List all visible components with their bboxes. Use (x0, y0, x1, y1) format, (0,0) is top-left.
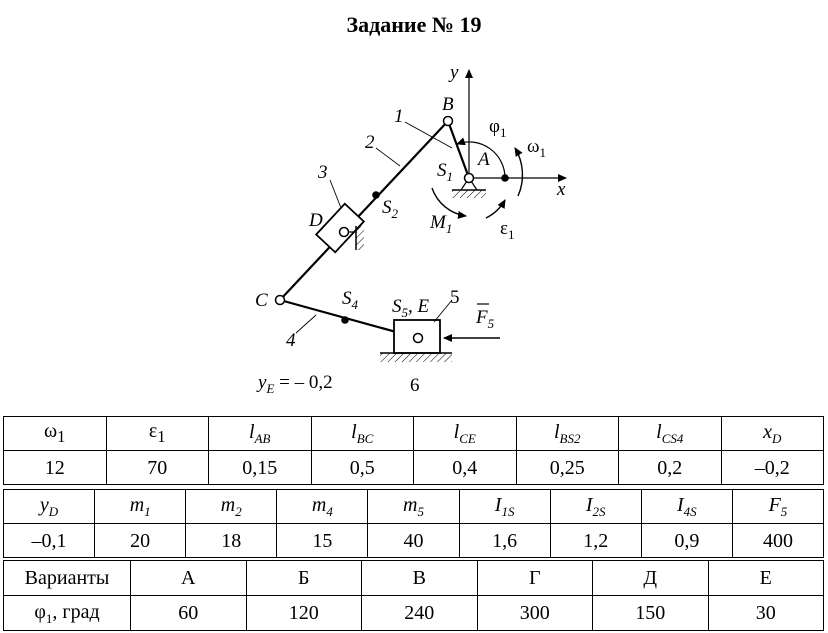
omega1-arrow (515, 148, 522, 196)
t2-header-I2S: $I_{2S}$ (550, 490, 641, 524)
variant-cell: Е (708, 561, 824, 596)
t1-value: 70 (106, 451, 209, 485)
t2-value: –0,1 (4, 524, 95, 558)
label-link-4: 4 (286, 330, 296, 351)
eps1-arrow (486, 200, 505, 218)
parameters-table-2 (3, 489, 824, 558)
joint-A (465, 174, 474, 183)
t2-header-m1: $m_1$ (95, 490, 186, 524)
label-D: D (309, 210, 323, 231)
label-A: A (478, 149, 490, 170)
t2-value: 1,2 (550, 524, 641, 558)
label-M1: $M_1$ (430, 212, 453, 236)
phi-value: 30 (708, 596, 824, 631)
link-BC (280, 121, 448, 300)
label-S1: $S_1$ (437, 160, 453, 184)
table2-value-row (4, 524, 824, 558)
label-yE: $y_E$ = – 0,2 (258, 372, 333, 396)
t2-value: 20 (95, 524, 186, 558)
leader-link-2 (376, 148, 400, 166)
t2-header-I4S: $I_{4S}$ (641, 490, 732, 524)
t2-header-F5: $F_5$ (732, 490, 823, 524)
task-title: Задание № 19 (346, 12, 482, 37)
t2-value: 400 (732, 524, 823, 558)
variant-cell: Б (246, 561, 362, 596)
label-C: C (255, 290, 268, 311)
t2-header-yD: $y_D$ (4, 490, 95, 524)
t1-header-lCE: $l_{CE}$ (414, 417, 517, 451)
label-S2: $S_2$ (382, 197, 398, 221)
t1-header-lBC: $l_{BC}$ (311, 417, 414, 451)
t2-value: 1,6 (459, 524, 550, 558)
t1-value: 12 (4, 451, 107, 485)
t2-header-m4: $m_4$ (277, 490, 368, 524)
label-y-axis: y (450, 62, 459, 83)
t2-value: 40 (368, 524, 459, 558)
mass-center-S4 (341, 316, 349, 324)
t1-header-xD: $x_D$ (721, 417, 824, 451)
label-link-6: 6 (410, 375, 420, 396)
label-link-5: 5 (450, 287, 460, 308)
joint-D (340, 228, 349, 237)
label-B: B (442, 94, 454, 115)
label-omega1: $\omega_1$ (527, 136, 547, 160)
t2-value: 0,9 (641, 524, 732, 558)
phi-value: 120 (246, 596, 362, 631)
mass-center-S2 (372, 191, 380, 199)
t1-header-lBS2: $l_{BS2}$ (516, 417, 619, 451)
parameters-table-1 (3, 416, 824, 485)
label-link-3: 3 (318, 162, 328, 183)
label-phi1: $\varphi_1$ (489, 116, 507, 140)
t1-header-omega1: $\omega_1$ (4, 417, 107, 451)
variants-label: Варианты (4, 561, 131, 596)
variant-cell: В (362, 561, 478, 596)
table1-value-row (4, 451, 824, 485)
leader-link-3 (330, 180, 341, 208)
t1-value: 0,5 (311, 451, 414, 485)
t1-value: 0,2 (619, 451, 722, 485)
leader-link-1 (405, 122, 452, 148)
t1-value: –0,2 (721, 451, 824, 485)
phi-value: 240 (362, 596, 478, 631)
table2-header-row (4, 490, 824, 524)
phi-label: $\varphi_1$, град (4, 596, 131, 631)
table1-header-row (4, 417, 824, 451)
label-x-axis: x (557, 179, 566, 200)
label-link-1: 1 (394, 106, 404, 127)
label-eps1: $\varepsilon_1$ (500, 218, 515, 242)
t1-value: 0,25 (516, 451, 619, 485)
leader-link-4 (296, 315, 316, 333)
joint-B (444, 117, 453, 126)
t1-header-lCS4: $l_{CS4}$ (619, 417, 722, 451)
t1-value: 0,15 (209, 451, 312, 485)
phi-row (4, 596, 824, 631)
t2-header-m2: $m_2$ (186, 490, 277, 524)
label-link-2: 2 (365, 132, 375, 153)
label-S5-E: $S_5$, E (392, 296, 430, 320)
t2-value: 18 (186, 524, 277, 558)
variants-row (4, 561, 824, 596)
t1-header-lAB: $l_{AB}$ (209, 417, 312, 451)
guide-6 (380, 353, 452, 362)
phi-value: 150 (593, 596, 709, 631)
t1-value: 0,4 (414, 451, 517, 485)
phi-value: 60 (131, 596, 247, 631)
label-F5: $F_5$ (476, 307, 495, 331)
t2-header-I1S: $I_{1S}$ (459, 490, 550, 524)
t2-header-m5: $m_5$ (368, 490, 459, 524)
joint-C (276, 296, 285, 305)
variant-cell: Д (593, 561, 709, 596)
t1-header-eps1: $\varepsilon_1$ (106, 417, 209, 451)
variant-cell: А (131, 561, 247, 596)
phi-value: 300 (477, 596, 593, 631)
t2-value: 15 (277, 524, 368, 558)
label-S4: $S_4$ (342, 288, 358, 312)
variants-table (3, 560, 824, 631)
joint-E (414, 334, 423, 343)
variant-cell: Г (477, 561, 593, 596)
